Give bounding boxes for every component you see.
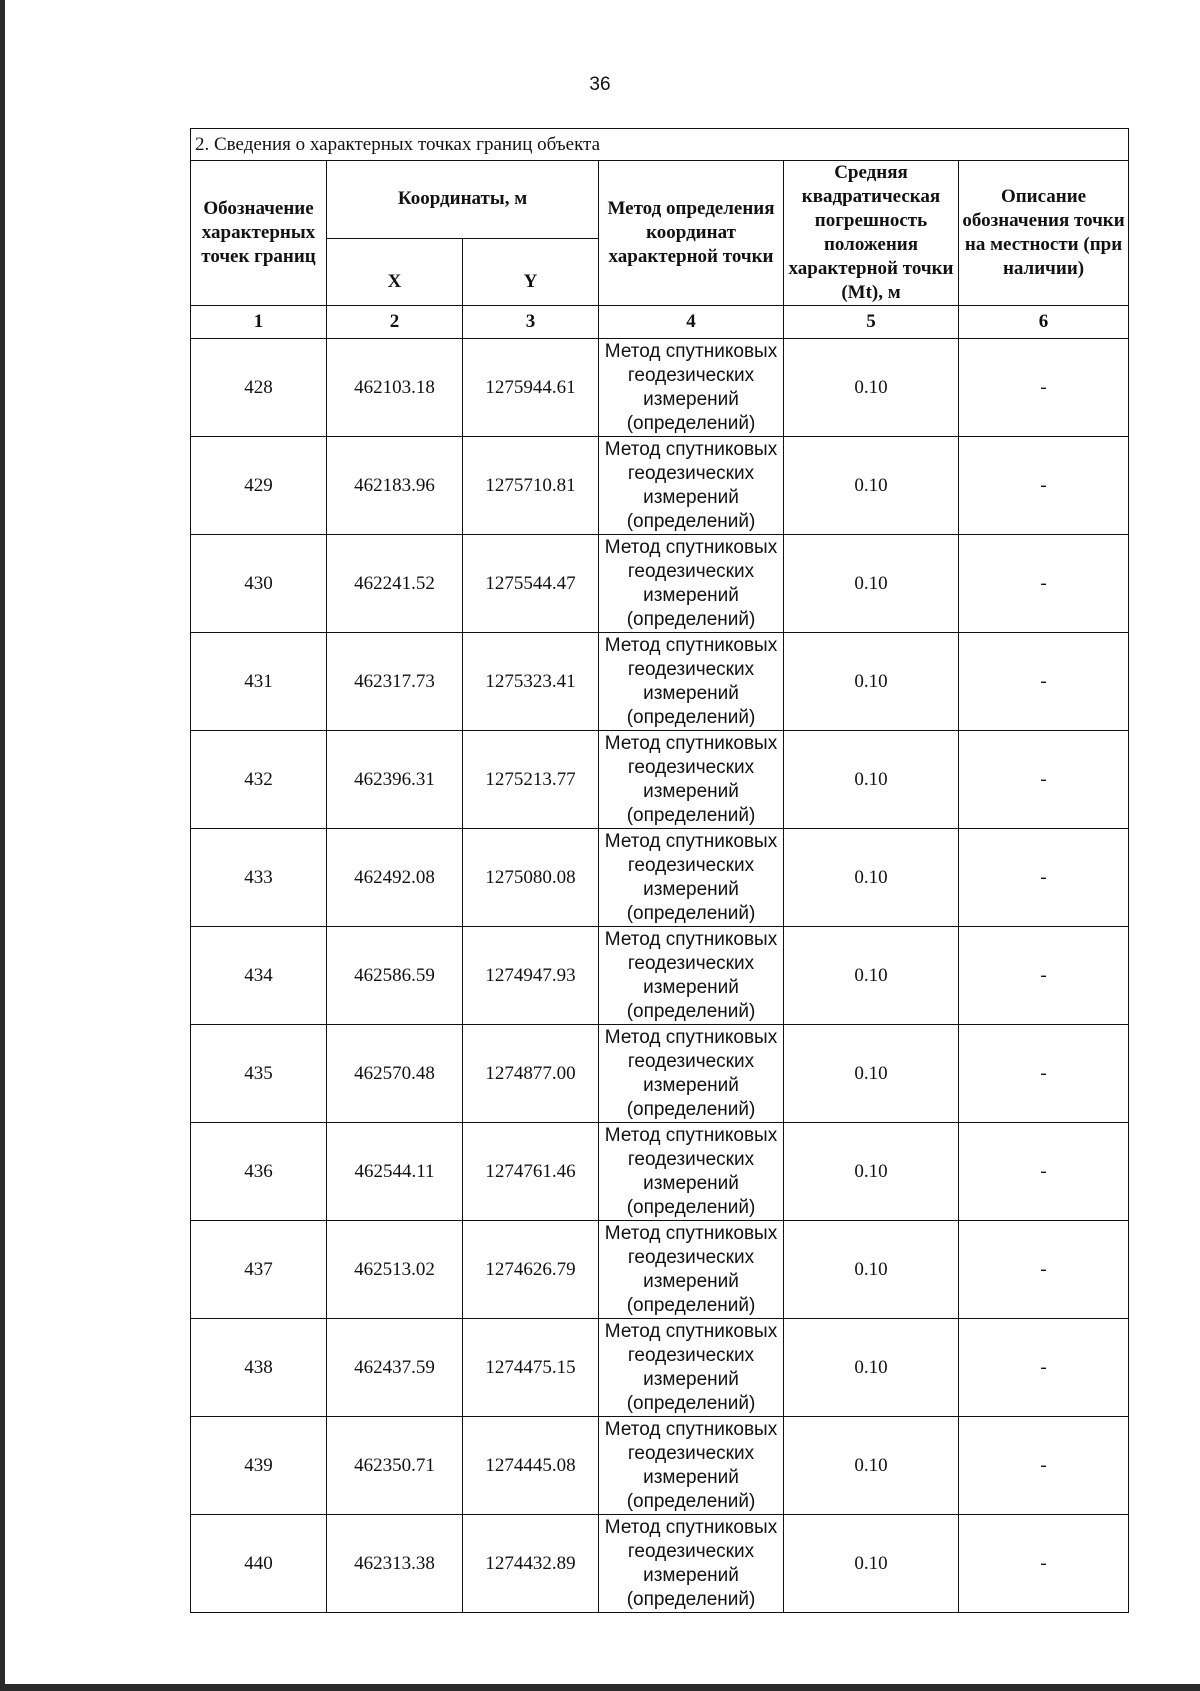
method: Метод спутниковых геодезических измерений (определений): [599, 339, 784, 437]
column-number: 4: [599, 306, 784, 339]
point-id: 434: [191, 927, 327, 1025]
point-description: -: [959, 1221, 1129, 1319]
table-row: [191, 1025, 1129, 1123]
coord-y: 1275544.47: [463, 535, 599, 633]
method: Метод спутниковых геодезических измерений (определений): [599, 1319, 784, 1417]
table-row: [191, 1319, 1129, 1417]
method: Метод спутниковых геодезических измерений (определений): [599, 1123, 784, 1221]
method: Метод спутниковых геодезических измерений (определений): [599, 829, 784, 927]
point-id: 428: [191, 339, 327, 437]
point-id: 431: [191, 633, 327, 731]
header-method: Метод определения координат характерной точки: [599, 161, 784, 306]
point-id: 436: [191, 1123, 327, 1221]
column-number: 6: [959, 306, 1129, 339]
method: Метод спутниковых геодезических измерений (определений): [599, 927, 784, 1025]
scan-edge-bottom: [0, 1684, 1200, 1691]
header-y: Y: [463, 238, 599, 305]
point-id: 435: [191, 1025, 327, 1123]
mean-error: 0.10: [784, 829, 959, 927]
coord-x: 462437.59: [327, 1319, 463, 1417]
coord-y: 1274432.89: [463, 1515, 599, 1613]
page-number: 36: [589, 74, 611, 95]
mean-error: 0.10: [784, 437, 959, 535]
coord-y: 1274445.08: [463, 1417, 599, 1515]
coord-x: 462103.18: [327, 339, 463, 437]
mean-error: 0.10: [784, 927, 959, 1025]
point-id: 439: [191, 1417, 327, 1515]
point-description: -: [959, 1025, 1129, 1123]
table-row: [191, 1221, 1129, 1319]
section-title: 2. Сведения о характерных точках границ объекта: [191, 129, 1129, 161]
point-id: 433: [191, 829, 327, 927]
coord-y: 1274475.15: [463, 1319, 599, 1417]
column-number: 3: [463, 306, 599, 339]
point-description: -: [959, 339, 1129, 437]
coord-x: 462492.08: [327, 829, 463, 927]
column-number: 1: [191, 306, 327, 339]
header-point-description: Описание обозначения точки на местности (при наличии): [959, 161, 1129, 306]
coord-y: 1274877.00: [463, 1025, 599, 1123]
coord-y: 1275710.81: [463, 437, 599, 535]
header-point-designation: Обозначение характерных точек границ: [191, 161, 327, 306]
point-description: -: [959, 731, 1129, 829]
method: Метод спутниковых геодезических измерений (определений): [599, 535, 784, 633]
method: Метод спутниковых геодезических измерений (определений): [599, 1025, 784, 1123]
coord-y: 1275323.41: [463, 633, 599, 731]
mean-error: 0.10: [784, 1025, 959, 1123]
point-description: -: [959, 829, 1129, 927]
header-x: X: [327, 238, 463, 305]
coord-y: 1275944.61: [463, 339, 599, 437]
method: Метод спутниковых геодезических измерений (определений): [599, 731, 784, 829]
point-description: -: [959, 1417, 1129, 1515]
coord-x: 462544.11: [327, 1123, 463, 1221]
mean-error: 0.10: [784, 339, 959, 437]
column-number-row: [191, 306, 1129, 339]
header-mean-error: Средняя квадратическая погрешность положения характерной точки (Mt), м: [784, 161, 959, 306]
table-row: [191, 339, 1129, 437]
header-coordinates: Координаты, м: [327, 161, 599, 239]
point-description: -: [959, 1319, 1129, 1417]
coord-x: 462317.73: [327, 633, 463, 731]
point-id: 429: [191, 437, 327, 535]
table-row: [191, 535, 1129, 633]
point-description: -: [959, 437, 1129, 535]
table-row: [191, 927, 1129, 1025]
point-description: -: [959, 633, 1129, 731]
mean-error: 0.10: [784, 1123, 959, 1221]
mean-error: 0.10: [784, 633, 959, 731]
coord-y: 1275213.77: [463, 731, 599, 829]
method: Метод спутниковых геодезических измерений (определений): [599, 1515, 784, 1613]
point-id: 440: [191, 1515, 327, 1613]
table-row: [191, 437, 1129, 535]
point-description: -: [959, 535, 1129, 633]
point-description: -: [959, 927, 1129, 1025]
method: Метод спутниковых геодезических измерений (определений): [599, 437, 784, 535]
coord-y: 1275080.08: [463, 829, 599, 927]
coord-y: 1274947.93: [463, 927, 599, 1025]
table-row: [191, 1417, 1129, 1515]
mean-error: 0.10: [784, 535, 959, 633]
column-number: 2: [327, 306, 463, 339]
method: Метод спутниковых геодезических измерений (определений): [599, 1221, 784, 1319]
table-row: [191, 1515, 1129, 1613]
point-id: 432: [191, 731, 327, 829]
point-id: 438: [191, 1319, 327, 1417]
coord-x: 462313.38: [327, 1515, 463, 1613]
table-row: [191, 1123, 1129, 1221]
method: Метод спутниковых геодезических измерений (определений): [599, 1417, 784, 1515]
method: Метод спутниковых геодезических измерений (определений): [599, 633, 784, 731]
coord-x: 462183.96: [327, 437, 463, 535]
scan-edge-left: [0, 0, 5, 1691]
coord-y: 1274761.46: [463, 1123, 599, 1221]
coord-x: 462570.48: [327, 1025, 463, 1123]
coord-x: 462586.59: [327, 927, 463, 1025]
table-row: [191, 633, 1129, 731]
coord-x: 462513.02: [327, 1221, 463, 1319]
coord-x: 462396.31: [327, 731, 463, 829]
coord-x: 462350.71: [327, 1417, 463, 1515]
column-number: 5: [784, 306, 959, 339]
point-id: 430: [191, 535, 327, 633]
mean-error: 0.10: [784, 731, 959, 829]
boundary-points-table: [190, 128, 1129, 1613]
point-description: -: [959, 1123, 1129, 1221]
mean-error: 0.10: [784, 1221, 959, 1319]
mean-error: 0.10: [784, 1515, 959, 1613]
point-description: -: [959, 1515, 1129, 1613]
mean-error: 0.10: [784, 1417, 959, 1515]
table-row: [191, 829, 1129, 927]
coord-x: 462241.52: [327, 535, 463, 633]
point-id: 437: [191, 1221, 327, 1319]
table-row: [191, 731, 1129, 829]
mean-error: 0.10: [784, 1319, 959, 1417]
coord-y: 1274626.79: [463, 1221, 599, 1319]
